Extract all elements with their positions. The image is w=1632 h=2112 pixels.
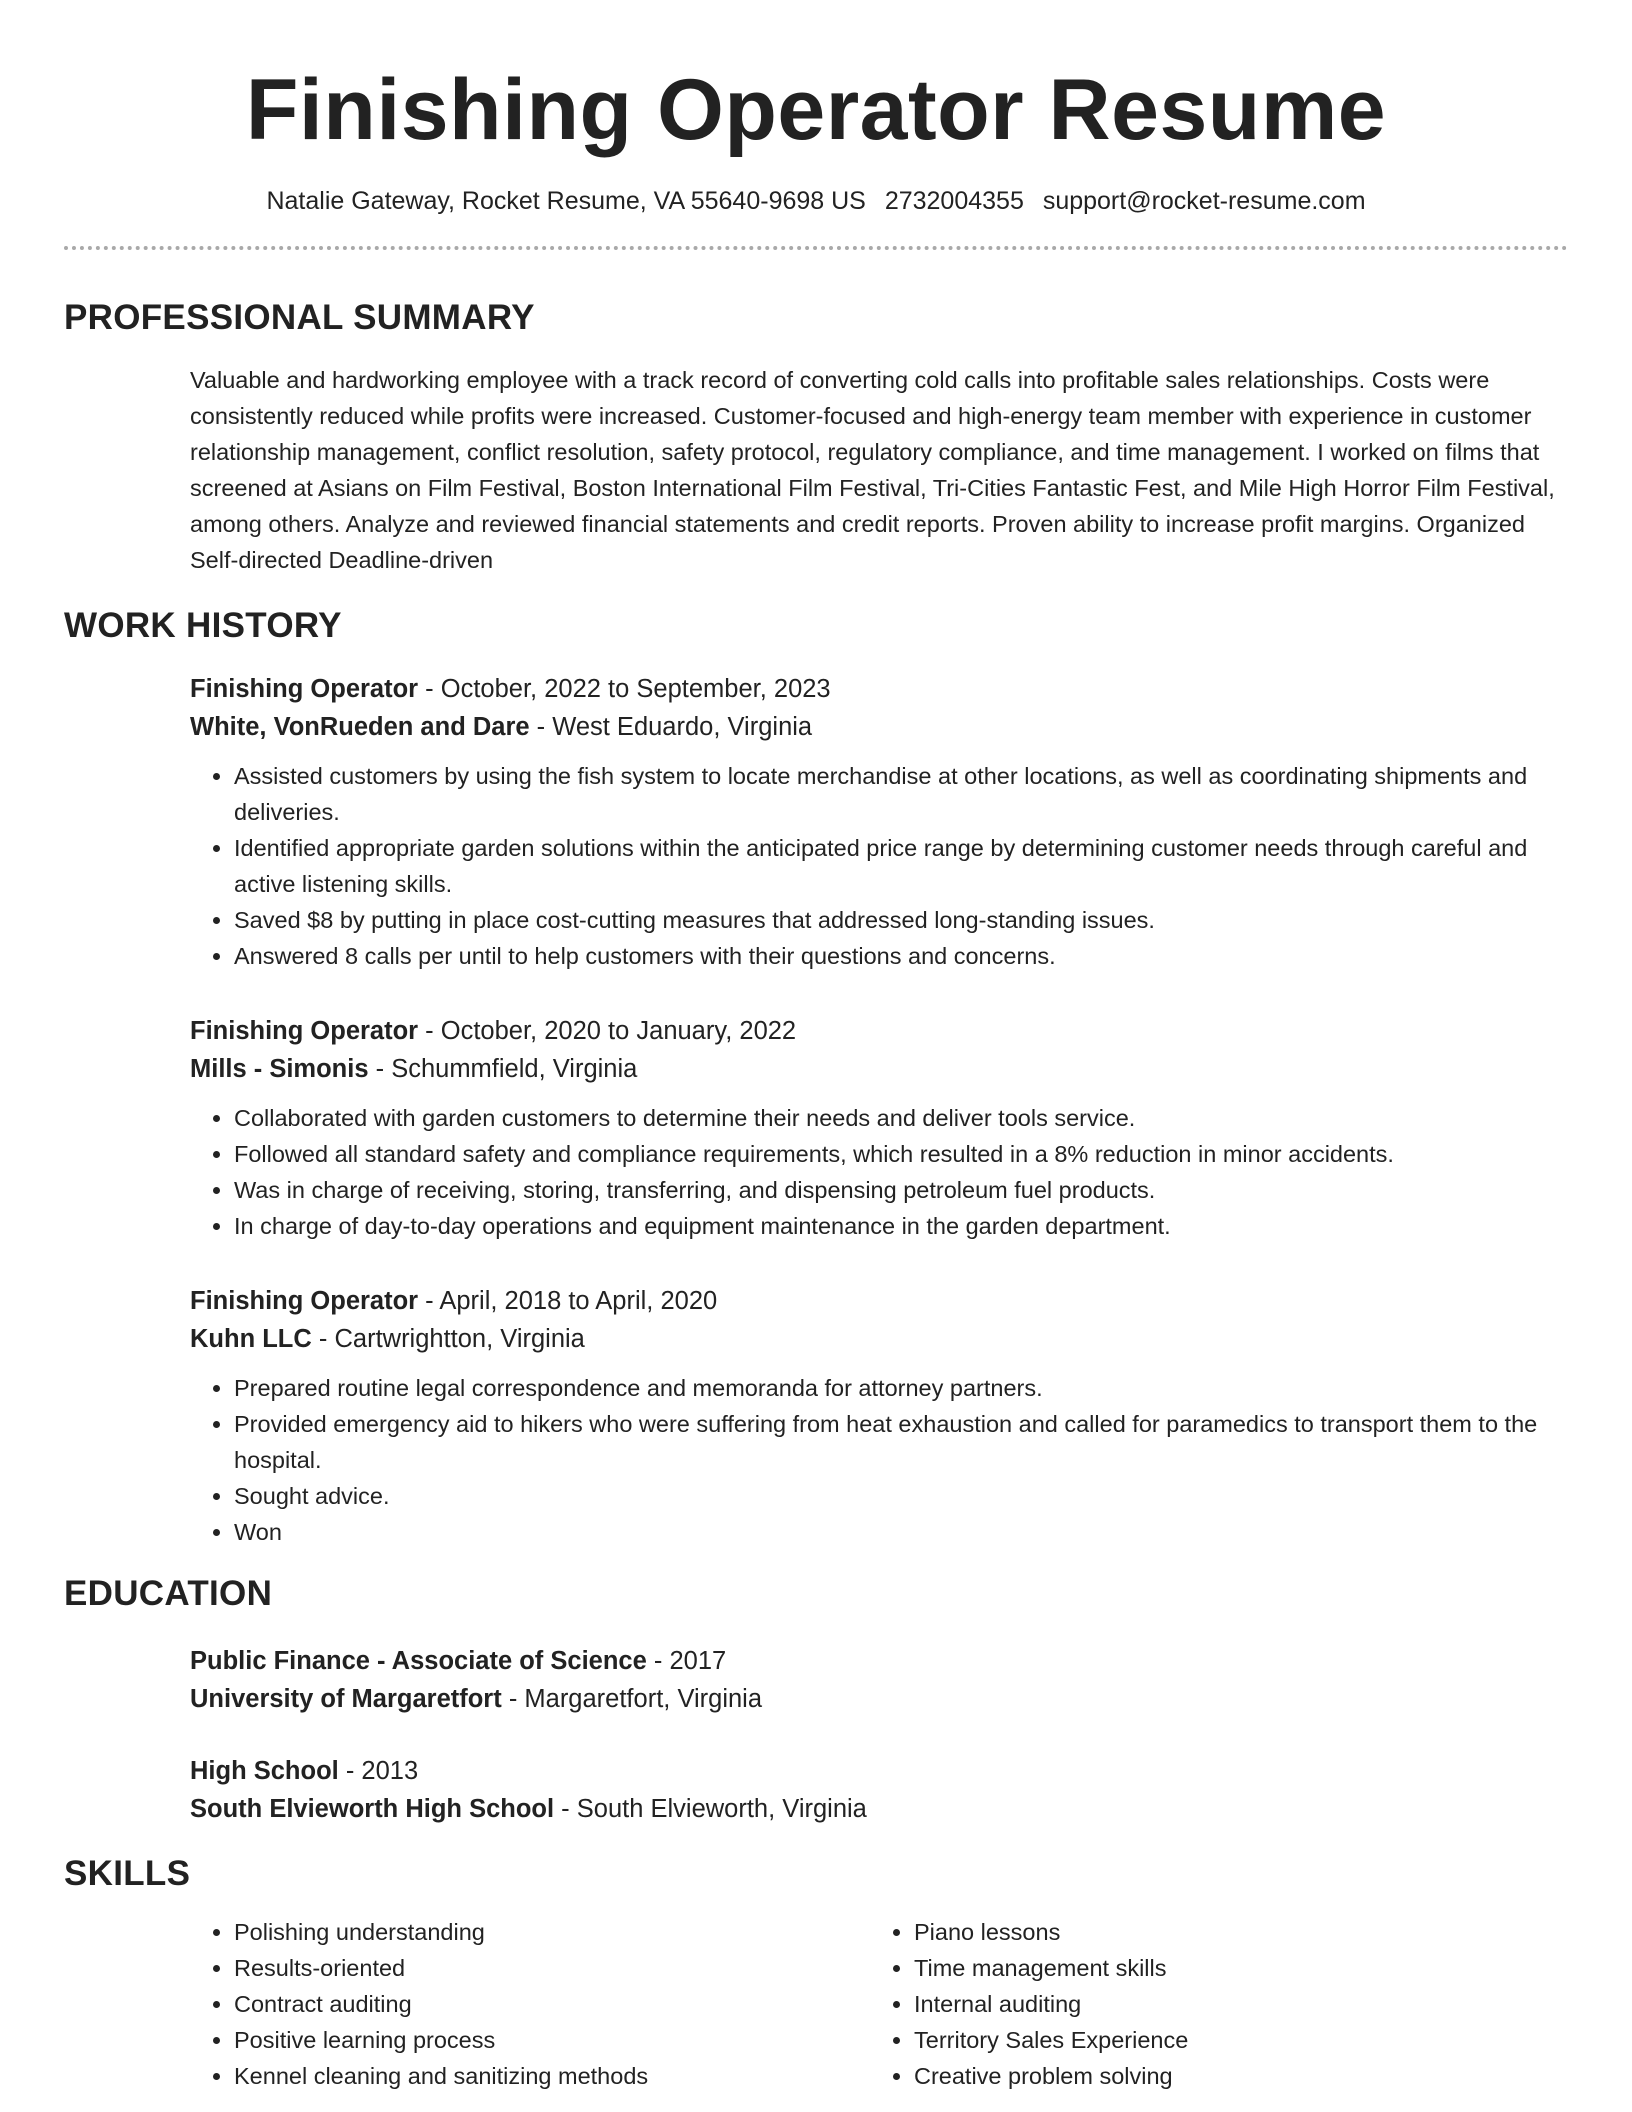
job-bullet: • Collaborated with garden customers to determine their needs and deliver tools service.: [234, 1100, 1568, 1136]
skills-columns: [190, 1914, 1568, 2094]
job-bullet: • Won: [234, 1514, 1568, 1550]
contact-email: support@rocket-resume.com: [1042, 187, 1366, 215]
skill-item: • Polishing understanding: [234, 1914, 870, 1950]
skill-item: • Time management skills: [914, 1950, 1550, 1986]
job-entry: [190, 1282, 1568, 1550]
skill-item: • Internal auditing: [914, 1986, 1550, 2022]
job-entry: [190, 670, 1568, 974]
contact-address: Natalie Gateway, Rocket Resume, VA 55640-9698 US: [266, 187, 866, 215]
job-bullet: • Saved $8 by putting in place cost-cutting measures that addressed long-standing issues.: [234, 902, 1568, 938]
job-dates: - October, 2020 to January, 2022: [418, 1017, 797, 1045]
skill-item: • Results-oriented: [234, 1950, 870, 1986]
job-company: White, VonRueden and Dare: [190, 713, 530, 741]
job-bullet: • Followed all standard safety and compliance requirements, which resulted in a 8% reduction in minor accidents.: [234, 1136, 1568, 1172]
education-degree: Public Finance - Associate of Science: [190, 1647, 647, 1675]
skills-column-right: [870, 1914, 1550, 2094]
job-bullet: • Sought advice.: [234, 1478, 1568, 1514]
job-bullet: • Prepared routine legal correspondence and memoranda for attorney partners.: [234, 1370, 1568, 1406]
education-location: - Margaretfort, Virginia: [501, 1685, 763, 1713]
job-bullets: [190, 1370, 1568, 1550]
contact-info: [64, 184, 1568, 218]
job-bullet: • Answered 8 calls per until to help customers with their questions and concerns.: [234, 938, 1568, 974]
job-title: Finishing Operator: [190, 675, 419, 703]
contact-phone: 2732004355: [884, 187, 1024, 215]
job-location: - West Eduardo, Virginia: [529, 713, 813, 741]
education-entry: [190, 1752, 1568, 1828]
job-bullets: [190, 758, 1568, 974]
summary-heading: PROFESSIONAL SUMMARY: [64, 298, 535, 337]
job-title-line: [190, 1282, 1568, 1320]
education-degree-line: [190, 1642, 1568, 1680]
skill-item: • Creative problem solving: [914, 2058, 1550, 2094]
job-entry: [190, 1012, 1568, 1244]
job-bullet: • Identified appropriate garden solutions within the anticipated price range by determining customer needs through careful and active listening skills.: [234, 830, 1568, 902]
education-school-line: [190, 1680, 1568, 1718]
summary-text: Valuable and hardworking employee with a track record of converting cold calls into profitable sales relationships. Costs were consistently reduced while profits were increased. Customer-focused and high-energy team member with experience in customer relationship management, conflict resolution, safety protocol, regulatory compliance, and time management. I worked on films that screened at Asians on Film Festival, Boston International Film Festival, Tri-Cities Fantastic Fest, and Mile High Horror Film Festival, among others. Analyze and reviewed financial statements and credit reports. Proven ability to increase profit margins. Organized Self-directed Deadline-driven: [190, 367, 1555, 573]
job-company: Mills - Simonis: [190, 1055, 369, 1083]
header-divider: [64, 246, 1568, 250]
job-company: Kuhn LLC: [190, 1325, 312, 1353]
job-bullet: • Provided emergency aid to hikers who were suffering from heat exhaustion and called for paramedics to transport them to the hospital.: [234, 1406, 1568, 1478]
job-company-line: [190, 1320, 1568, 1358]
skill-item: • Territory Sales Experience: [914, 2022, 1550, 2058]
job-company-line: [190, 1050, 1568, 1088]
education-heading: EDUCATION: [64, 1574, 273, 1613]
skill-item: • Positive learning process: [234, 2022, 870, 2058]
education-entry: [190, 1642, 1568, 1718]
job-location: - Cartwrightton, Virginia: [311, 1325, 585, 1353]
education-degree-line: [190, 1752, 1568, 1790]
skill-item: • Contract auditing: [234, 1986, 870, 2022]
education-school-line: [190, 1790, 1568, 1828]
education-year: - 2017: [646, 1647, 727, 1675]
job-bullet: • Was in charge of receiving, storing, transferring, and dispensing petroleum fuel products.: [234, 1172, 1568, 1208]
job-location: - Schummfield, Virginia: [368, 1055, 638, 1083]
skills-heading: SKILLS: [64, 1854, 191, 1893]
resume-page: [64, 0, 1568, 2094]
job-title: Finishing Operator: [190, 1287, 419, 1315]
job-title-line: [190, 670, 1568, 708]
skill-item: • Kennel cleaning and sanitizing methods: [234, 2058, 870, 2094]
resume-title: Finishing Operator Resume: [245, 62, 1387, 158]
skills-column-left: [190, 1914, 870, 2094]
education-location: - South Elvieworth, Virginia: [554, 1795, 867, 1823]
education-school: University of Margaretfort: [190, 1685, 502, 1713]
job-title: Finishing Operator: [190, 1017, 419, 1045]
job-title-line: [190, 1012, 1568, 1050]
education-year: - 2013: [338, 1757, 419, 1785]
job-bullet: • In charge of day-to-day operations and equipment maintenance in the garden department.: [234, 1208, 1568, 1244]
job-dates: - October, 2022 to September, 2023: [418, 675, 831, 703]
work-history-heading: WORK HISTORY: [64, 606, 342, 645]
job-dates: - April, 2018 to April, 2020: [418, 1287, 718, 1315]
job-company-line: [190, 708, 1568, 746]
skill-item: • Piano lessons: [914, 1914, 1550, 1950]
education-school: South Elvieworth High School: [190, 1795, 555, 1823]
job-bullets: [190, 1100, 1568, 1244]
education-degree: High School: [190, 1757, 339, 1785]
job-bullet: • Assisted customers by using the fish system to locate merchandise at other locations, as well as coordinating shipments and deliveries.: [234, 758, 1568, 830]
